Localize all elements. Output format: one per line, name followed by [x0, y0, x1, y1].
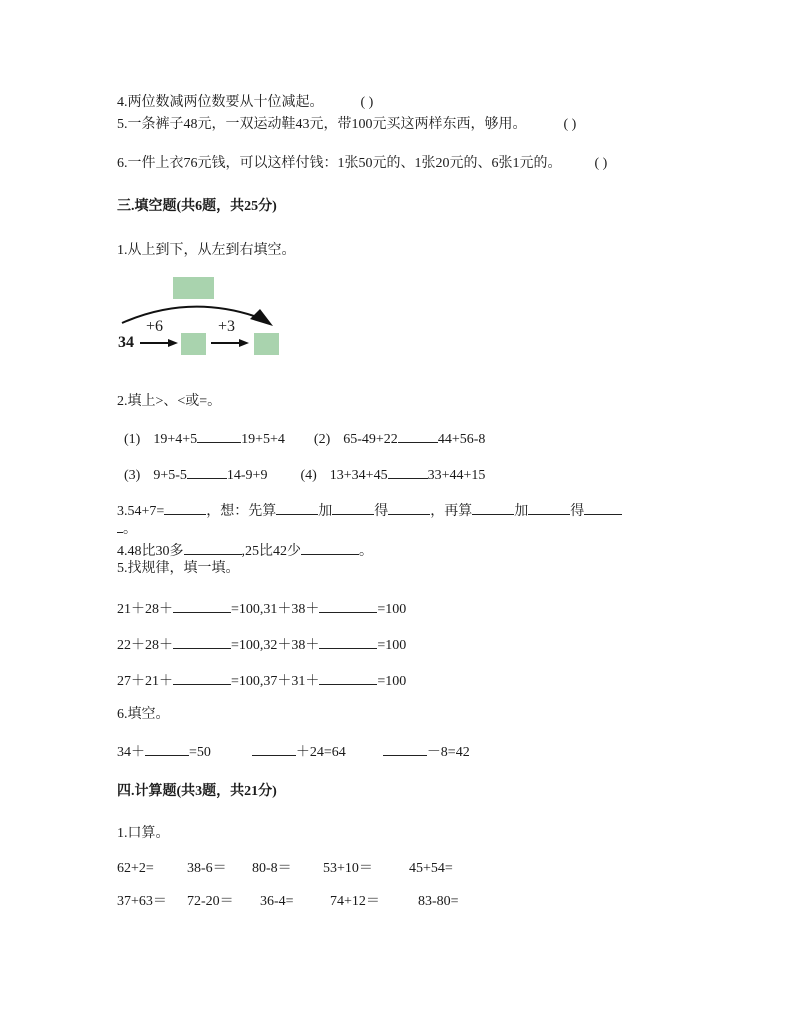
start-number: 34 [118, 334, 134, 351]
section3-title: 三.填空题(共6题，共25分) [117, 199, 277, 214]
fill-1-blank[interactable] [145, 741, 189, 756]
judge-q6 [117, 155, 607, 173]
calc-r1-5: 45+54= [409, 861, 453, 876]
s3-q1-text: 1.从上到下，从左到右填空。 [117, 243, 296, 258]
pattern-row2-left: 22＋28＋ [117, 638, 173, 653]
op-plus-6: +6 [146, 318, 164, 335]
compare-2-label: (2) [313, 432, 331, 447]
fill-2-right: ＋24=64 [295, 745, 346, 760]
calc-r2-3: 36-4= [260, 894, 294, 909]
judge-q4-text: 4.两位数减两位数要从十位减起。 [117, 95, 324, 110]
section4-title: 四.计算题(共3题，共21分) [117, 784, 277, 799]
fill-1-right: =50 [189, 745, 211, 760]
pattern-row1-right: =100 [377, 602, 407, 617]
s3-q2-row1 [124, 428, 485, 449]
calc-r2-1: 37+63＝ [117, 894, 167, 909]
s3-q3-blank-2[interactable] [276, 500, 318, 515]
arrow-2-head [239, 339, 249, 347]
judge-q6-text: 6.一件上衣76元钱，可以这样付钱：1张50元的、1张20元的、6张1元的。 [117, 156, 562, 171]
pattern-row3-blank-1[interactable] [173, 670, 231, 685]
s3-q4-end: 。 [359, 544, 373, 559]
curved-arrow [122, 307, 260, 323]
s3-q4-part-b: ,25比42少 [241, 544, 301, 559]
compare-4-label: (4) [300, 468, 317, 483]
fill-3-right: －8=42 [426, 745, 470, 760]
fill-3-blank[interactable] [383, 741, 427, 756]
s3-q3-part-f: 加 [514, 504, 529, 519]
s3-q3-blank-5[interactable] [472, 500, 514, 515]
s3-q3-blank-4[interactable] [388, 500, 430, 515]
calc-r1-3: 80-8＝ [252, 861, 292, 876]
s3-q3 [117, 500, 622, 521]
s3-q3-part-g: 得 [570, 504, 585, 519]
s3-q3-blank-3[interactable] [332, 500, 374, 515]
calc-r2-5: 83-80= [418, 894, 459, 909]
calc-r1-4: 53+10＝ [323, 861, 373, 876]
s3-q3-part-b: ，想：先算 [206, 504, 277, 519]
fill-1-left: 34＋ [117, 745, 145, 760]
s3-q3-end: 。 [123, 522, 137, 537]
calc-r2-2: 72-20＝ [187, 894, 234, 909]
s3-q5-row2 [117, 634, 406, 655]
pattern-row1-mid: =100,31＋38＋ [231, 602, 320, 617]
compare-2-right: 44+56-8 [437, 432, 486, 447]
s3-q6-text: 6.填空。 [117, 707, 170, 722]
s3-q2-row2 [124, 464, 485, 485]
s3-q5-text: 5.找规律，填一填。 [117, 561, 240, 576]
compare-3-blank[interactable] [187, 464, 227, 479]
s4-q1-text: 1.口算。 [117, 826, 170, 841]
compare-3-left: 9+5-5 [153, 468, 187, 483]
s3-q4-blank-1[interactable] [184, 540, 242, 555]
pattern-row2-blank-2[interactable] [319, 634, 377, 649]
compare-1-right: 19+5+4 [241, 432, 285, 447]
compare-4-left: 13+34+45 [329, 468, 388, 483]
compare-2-left: 65-49+22 [343, 432, 398, 447]
s3-q5-row1 [117, 598, 406, 619]
pattern-row3-right: =100 [377, 674, 407, 689]
compare-1-label: (1) [124, 432, 141, 447]
calc-r2-4: 74+12＝ [330, 894, 380, 909]
judge-q5 [117, 116, 576, 134]
s3-q3-blank-1[interactable] [164, 500, 206, 515]
s3-q3-blank-6[interactable] [528, 500, 570, 515]
s3-q3-part-d: 得 [374, 504, 389, 519]
calc-r1-2: 38-6＝ [187, 861, 227, 876]
fill-2-blank[interactable] [252, 741, 296, 756]
s3-q5-row3 [117, 670, 406, 691]
compare-3-right: 14-9+9 [226, 468, 268, 483]
pattern-row1-blank-2[interactable] [319, 598, 377, 613]
op-plus-3: +3 [218, 318, 236, 335]
pattern-row2-blank-1[interactable] [173, 634, 231, 649]
compare-4-blank[interactable] [388, 464, 428, 479]
pattern-row3-left: 27＋21＋ [117, 674, 173, 689]
judge-q5-answer-paren[interactable]: ( ) [563, 117, 577, 132]
pattern-row3-mid: =100,37＋31＋ [231, 674, 320, 689]
s3-q6-row [117, 741, 470, 762]
s3-q3-cont [117, 518, 137, 539]
arrow-1-head [168, 339, 178, 347]
compare-4-right: 33+44+15 [427, 468, 486, 483]
calc-r1-1: 62+2= [117, 861, 154, 876]
compare-1-blank[interactable] [197, 428, 241, 443]
compare-1-left: 19+4+5 [153, 432, 198, 447]
compare-2-blank[interactable] [398, 428, 438, 443]
s3-q3-part-a: 3.54+7= [117, 504, 165, 519]
arrows-svg [110, 285, 290, 365]
s3-q3-part-c: 加 [318, 504, 333, 519]
compare-3-label: (3) [124, 468, 141, 483]
judge-q6-answer-paren[interactable]: ( ) [594, 156, 608, 171]
judge-q4 [117, 94, 373, 112]
judge-q4-answer-paren[interactable]: ( ) [360, 95, 374, 110]
curved-arrow-head [250, 309, 273, 326]
s3-q4 [117, 540, 373, 561]
s3-q3-part-e: ，再算 [430, 504, 473, 519]
pattern-row2-right: =100 [377, 638, 407, 653]
pattern-row1-blank-1[interactable] [173, 598, 231, 613]
judge-q5-text: 5.一条裤子48元，一双运动鞋43元，带100元买这两样东西，够用。 [117, 117, 527, 132]
pattern-row1-left: 21＋28＋ [117, 602, 173, 617]
s3-q4-part-a: 4.48比30多 [117, 544, 184, 559]
pattern-row3-blank-2[interactable] [319, 670, 377, 685]
s3-q4-blank-2[interactable] [301, 540, 359, 555]
s3-q2-text: 2.填上>、<或=。 [117, 394, 222, 409]
pattern-row2-mid: =100,32＋38＋ [231, 638, 320, 653]
s3-q3-blank-7[interactable] [584, 500, 622, 515]
